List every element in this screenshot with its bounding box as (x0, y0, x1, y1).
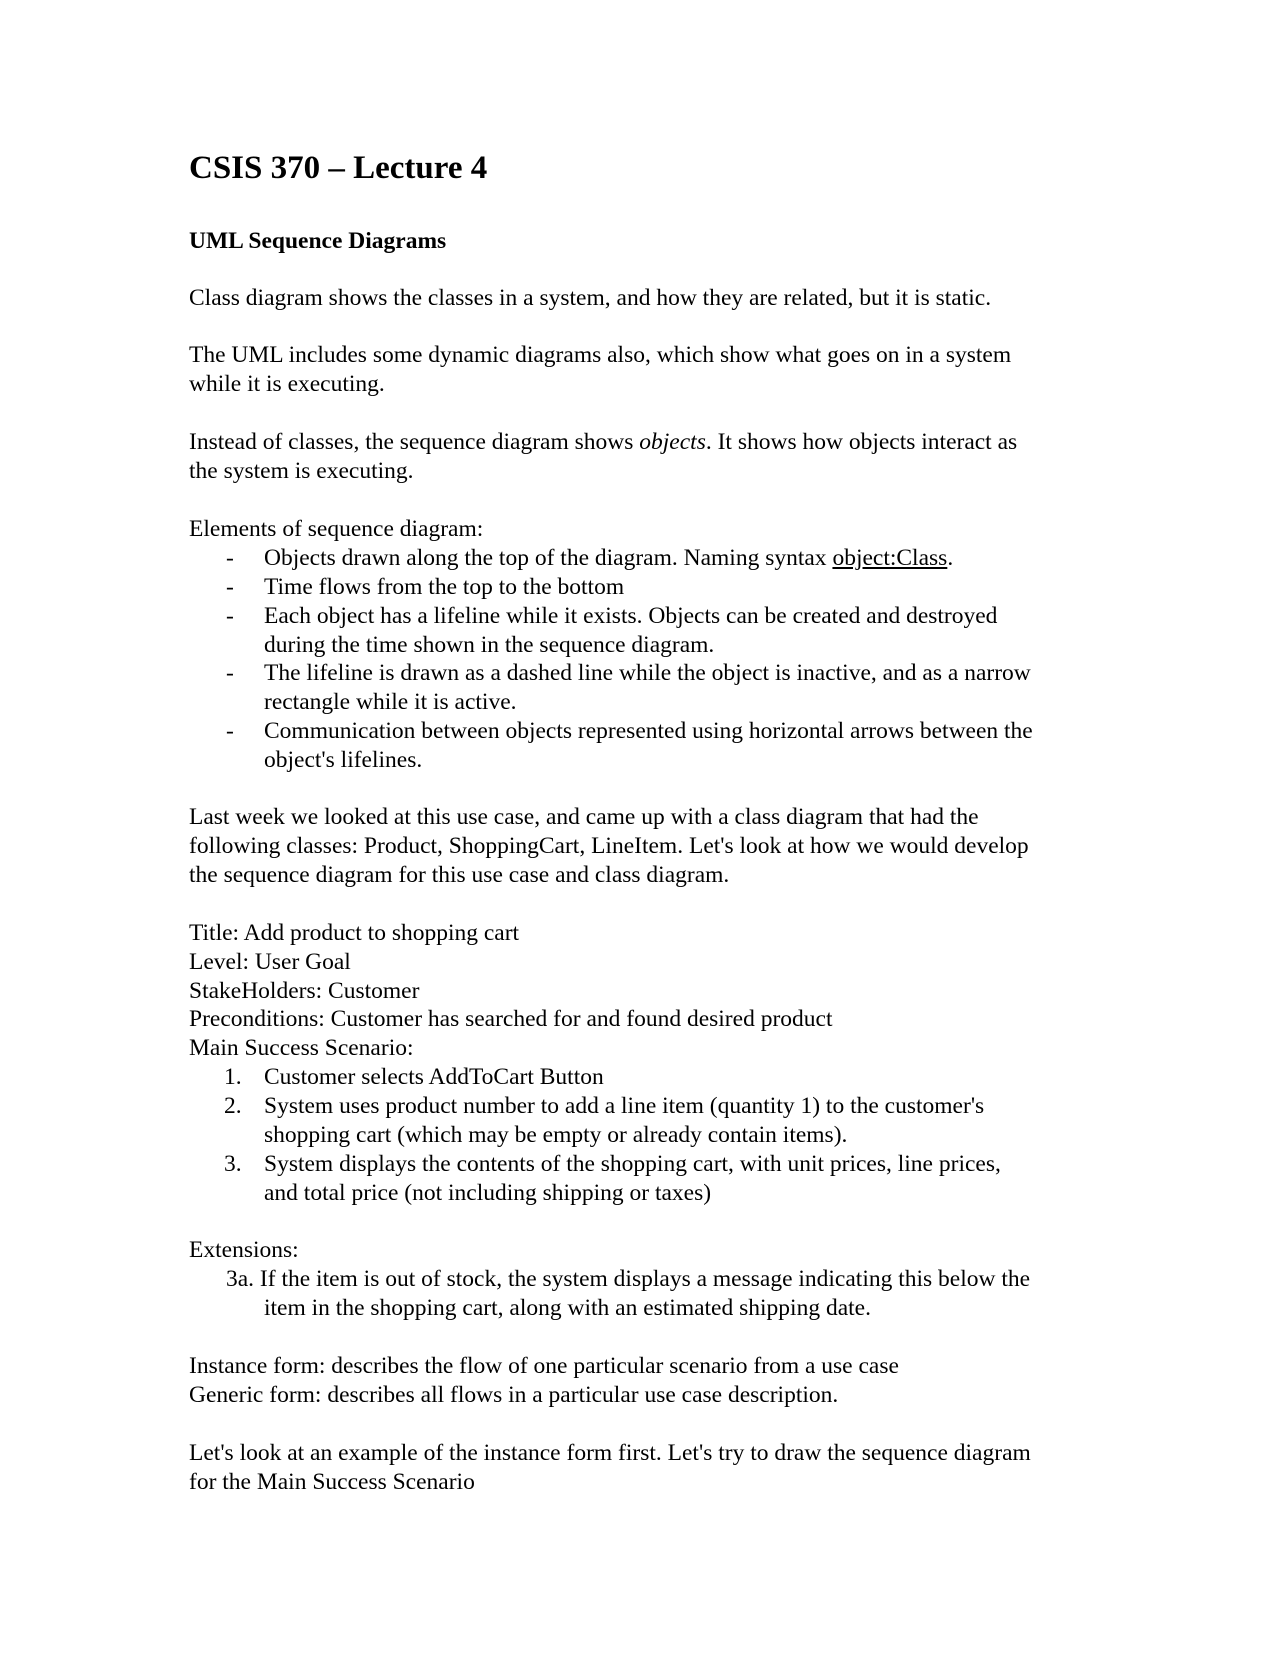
bullet-dashed-line-2: rectangle while it is active. (264, 689, 517, 715)
paragraph-objects-line-1 (189, 431, 1017, 455)
paragraph-dynamic-line-1: The UML includes some dynamic diagrams also, which show what goes on in a system (189, 342, 1012, 368)
extensions-heading: Extensions: (189, 1237, 299, 1263)
paragraph-dynamic-line-2: while it is executing. (189, 371, 385, 397)
closing-line-2: for the Main Success Scenario (189, 1469, 475, 1495)
extension-3a-line-1: 3a. If the item is out of stock, the system displays a message indicating this below the (226, 1266, 1031, 1292)
bullet-dash: - (226, 545, 234, 571)
bullet-lifeline-line-2: during the time shown in the sequence diagram. (264, 632, 715, 658)
step-1-text: Customer selects AddToCart Button (264, 1064, 604, 1090)
paragraph-objects-line-2: the system is executing. (189, 458, 414, 484)
naming-syntax-link[interactable]: object:Class (832, 545, 948, 571)
bullet-communication-line-1: Communication between objects represented using horizontal arrows between the (264, 718, 1033, 744)
instance-form-definition: Instance form: describes the flow of one particular scenario from a use case (189, 1353, 899, 1379)
objects-text-b: . It shows how objects interact as (705, 429, 1018, 455)
use-case-level: Level: User Goal (189, 949, 351, 975)
step-number: 3. (224, 1151, 242, 1177)
use-case-stakeholders: StakeHolders: Customer (189, 978, 420, 1004)
bullet-objects-text: Objects drawn along the top of the diagram. Naming syntax (264, 545, 833, 571)
step-number: 1. (224, 1064, 242, 1090)
use-case-title: Title: Add product to shopping cart (189, 920, 520, 946)
use-case-preconditions: Preconditions: Customer has searched for and found desired product (189, 1006, 833, 1032)
section-heading: UML Sequence Diagrams (189, 228, 447, 254)
bullet-dash: - (226, 574, 234, 600)
step-3-line-2: and total price (not including shipping or taxes) (264, 1180, 712, 1206)
bullet-objects (264, 547, 953, 571)
bullet-dashed-line-1: The lifeline is drawn as a dashed line while the object is inactive, and as a narrow (264, 660, 1031, 686)
elements-heading: Elements of sequence diagram: (189, 516, 484, 542)
last-week-line-1: Last week we looked at this use case, and came up with a class diagram that had the (189, 804, 979, 830)
bullet-objects-period: . (947, 545, 954, 571)
step-2-line-1: System uses product number to add a line item (quantity 1) to the customer's (264, 1093, 985, 1119)
last-week-line-3: the sequence diagram for this use case and class diagram. (189, 862, 730, 888)
last-week-line-2: following classes: Product, ShoppingCart, LineItem. Let's look at how we would develop (189, 833, 1029, 859)
bullet-dash: - (226, 660, 234, 686)
bullet-dash: - (226, 718, 234, 744)
step-3-line-1: System displays the contents of the shopping cart, with unit prices, line prices, (264, 1151, 1001, 1177)
closing-line-1: Let's look at an example of the instance form first. Let's try to draw the sequence diagram (189, 1440, 1031, 1466)
generic-form-definition: Generic form: describes all flows in a particular use case description. (189, 1382, 839, 1408)
bullet-communication-line-2: object's lifelines. (264, 747, 423, 773)
main-success-heading: Main Success Scenario: (189, 1035, 414, 1061)
extension-3a-line-2: item in the shopping cart, along with an estimated shipping date. (264, 1295, 871, 1321)
bullet-time-flows: Time flows from the top to the bottom (264, 574, 625, 600)
paragraph-class-diagram: Class diagram shows the classes in a system, and how they are related, but it is static. (189, 285, 992, 311)
objects-text-a: Instead of classes, the sequence diagram shows (189, 429, 640, 455)
bullet-dash: - (226, 603, 234, 629)
step-number: 2. (224, 1093, 242, 1119)
objects-emphasis: objects (639, 429, 706, 455)
bullet-lifeline-line-1: Each object has a lifeline while it exists. Objects can be created and destroyed (264, 603, 998, 629)
page-title: CSIS 370 – Lecture 4 (189, 150, 488, 186)
step-2-line-2: shopping cart (which may be empty or already contain items). (264, 1122, 848, 1148)
